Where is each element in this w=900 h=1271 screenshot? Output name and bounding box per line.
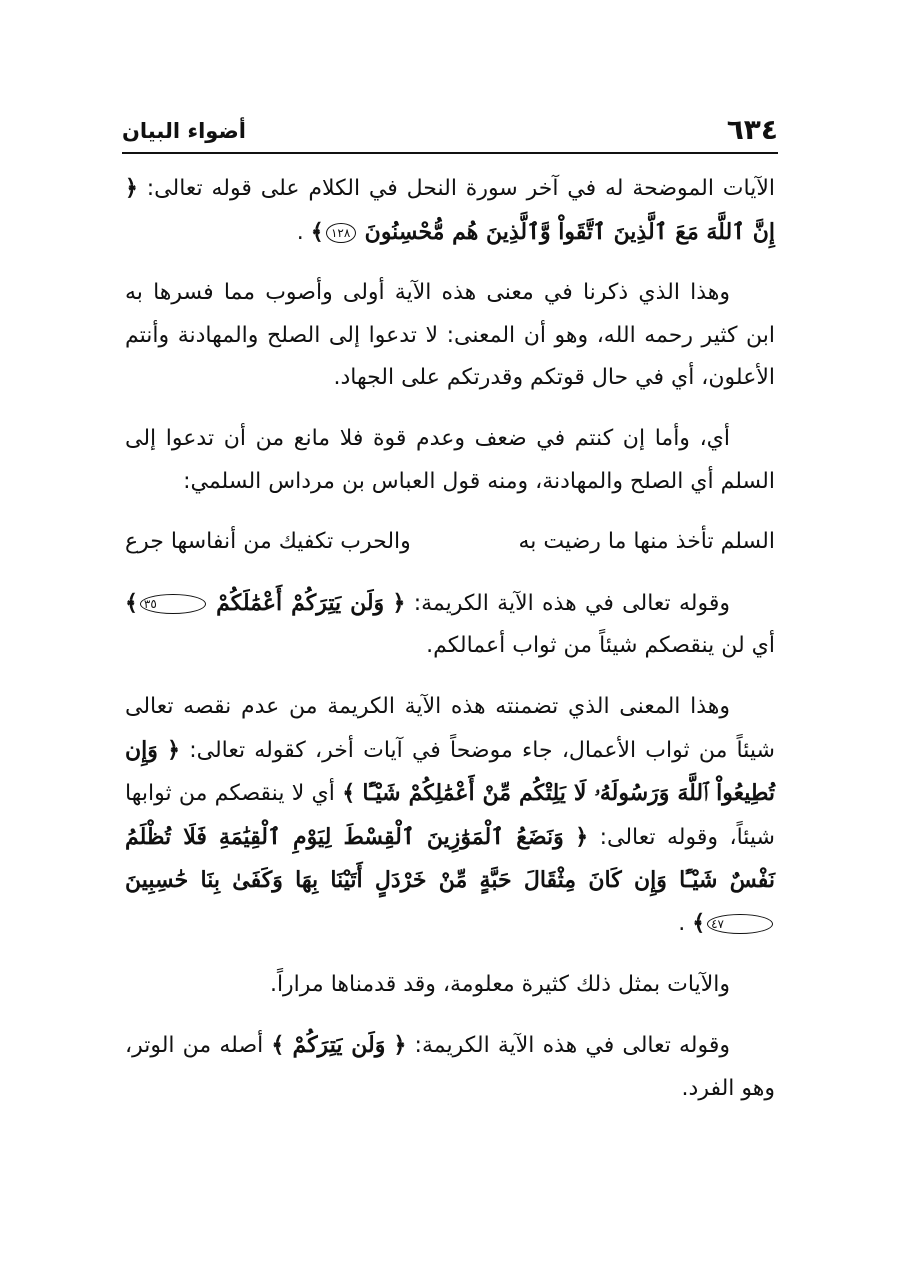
paragraph-7-text: وقوله تعالى في هذه الآية الكريمة: bbox=[414, 1033, 731, 1059]
paragraph-5 bbox=[125, 686, 775, 946]
quran-verse: إِنَّ ٱللَّهَ مَعَ ٱلَّذِينَ ٱتَّقَواْ وَّٱلَّذِينَ هُم مُّحْسِنُونَ bbox=[364, 218, 775, 245]
quran-verse: وَلَن يَتِرَكُمْ أَعْمَٰلَكُمْ bbox=[216, 589, 385, 616]
quran-open-bracket: ﴿ bbox=[393, 1033, 407, 1059]
quran-close-bracket: ﴾ bbox=[692, 910, 706, 936]
verse-number-marker: ٤٧ bbox=[707, 914, 773, 934]
paragraph-1-end: . bbox=[296, 219, 304, 245]
paragraph-5-text: وهذا المعنى الذي تضمنته هذه الآية الكريمة من عدم نقصه تعالى شيئاً من ثواب الأعمال، جاء موضحاً في آيات أخر، كقوله تعالى: bbox=[125, 693, 775, 763]
page-body bbox=[125, 168, 775, 1231]
quran-close-bracket: ﴾ bbox=[342, 781, 356, 807]
paragraph-7-end: أصله من الوتر، وهو الفرد. bbox=[125, 1033, 775, 1101]
quran-verse: وَلَن يَتِرَكُمْ bbox=[292, 1032, 386, 1059]
quran-close-bracket: ﴾ bbox=[271, 1033, 285, 1059]
verse-number-marker: ٣٥ bbox=[140, 594, 206, 614]
quran-verse: وَإِن تُطِيعُواْ ٱللَّهَ وَرَسُولَهُۥ لَا يَلِتْكُم مِّنْ أَعْمَٰلِكُمْ شَيْـًٔا bbox=[125, 736, 776, 807]
paragraph-6: والآيات بمثل ذلك كثيرة معلومة، وقد قدمناها مراراً. bbox=[269, 971, 730, 997]
quran-open-bracket: ﴿ bbox=[167, 737, 180, 763]
quran-close-bracket: ﴾ bbox=[125, 590, 138, 616]
quran-close-bracket: ﴾ bbox=[310, 219, 324, 245]
paragraph-4 bbox=[125, 582, 775, 668]
paragraph-5-end: . bbox=[678, 910, 686, 936]
paragraph-4-end: أي لن ينقصكم شيئاً من ثواب أعمالكم. bbox=[426, 633, 775, 659]
paragraph-1 bbox=[125, 168, 775, 254]
paragraph-5-mid: أي لا ينقصكم من ثوابها شيئاً، وقوله تعالى: bbox=[125, 781, 775, 850]
paragraph-3: أي، وأما إن كنتم في ضعف وعدم قوة فلا مانع من أن تدعوا إلى السلم أي الصلح والمهادنة، ومنه قول العباس بن مرداس السلمي: bbox=[125, 425, 775, 494]
quran-open-bracket: ﴿ bbox=[392, 590, 406, 616]
page-header bbox=[122, 112, 778, 154]
paragraph-7 bbox=[125, 1024, 775, 1110]
paragraph-4-text: وقوله تعالى في هذه الآية الكريمة: bbox=[413, 590, 730, 616]
paragraph-1-text: الآيات الموضحة له في آخر سورة النحل في الكلام على قوله تعالى: bbox=[146, 176, 775, 201]
poem-hemistich-2: والحرب تكفيك من أنفاسها جرع bbox=[125, 529, 411, 555]
quran-verse: وَنَضَعُ ٱلْمَوَٰزِينَ ٱلْقِسْطَ لِيَوْمِ ٱلْقِيَٰمَةِ فَلَا تُظْلَمُ نَفْسٌ شَيْـًٔا وَإِن كَانَ مِثْقَالَ حَبَّةٍ مِّنْ خَرْدَلٍ أَتَيْنَا بِهَا وَكَفَىٰ بِنَا حَٰسِبِينَ bbox=[125, 823, 775, 894]
quran-open-bracket: ﴿ bbox=[125, 176, 138, 201]
poem-hemistich-1: السلم تأخذ منها ما رضيت به bbox=[518, 529, 775, 555]
book-title: أضواء البيان bbox=[122, 119, 246, 143]
paragraph-2: وهذا الذي ذكرنا في معنى هذه الآية أولى وأصوب مما فسرها به ابن كثير رحمه الله، وهو أن المعنى: لا تدعوا إلى الصلح والمهادنة وأنتم الأعلون، أي في حال قوتكم وقدرتكم على الجهاد. bbox=[125, 280, 775, 391]
quran-open-bracket: ﴿ bbox=[575, 824, 589, 850]
verse-number-marker: ١٢٨ bbox=[326, 223, 356, 243]
poem-verse bbox=[125, 521, 775, 564]
page-number: ٦٣٤ bbox=[726, 113, 778, 146]
